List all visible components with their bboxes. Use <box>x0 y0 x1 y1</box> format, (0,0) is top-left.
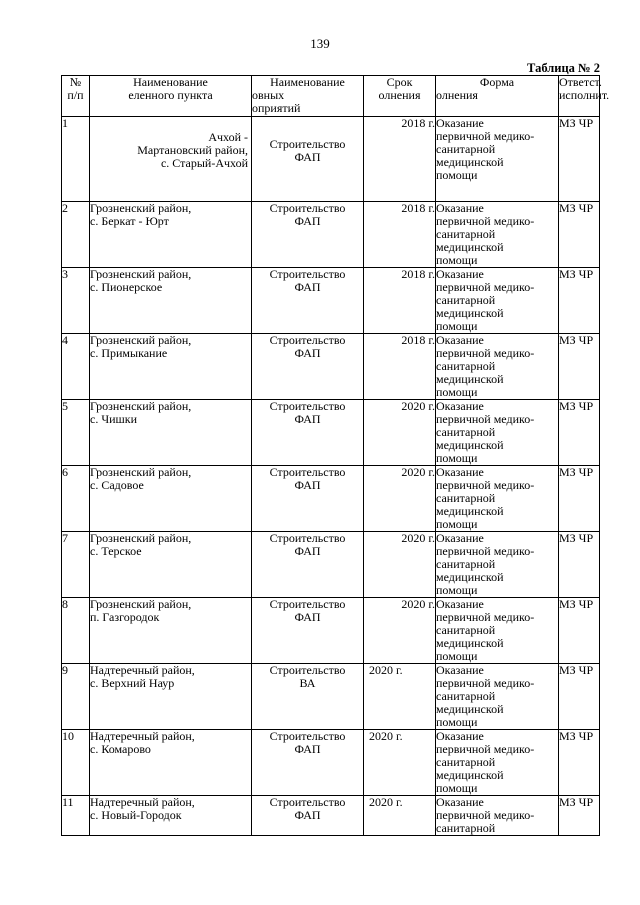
cell-num <box>62 400 90 466</box>
cell-line: Грозненский район, <box>90 399 192 413</box>
responsible-value: МЗ ЧР <box>559 663 594 677</box>
cell-line: Оказание <box>436 267 484 281</box>
cell-form <box>436 730 559 796</box>
cell-line: ФАП <box>294 280 321 294</box>
cell-line: Оказание <box>436 465 484 479</box>
cell-line: ФАП <box>294 412 321 426</box>
cell-line: Строительство <box>269 399 346 413</box>
cell-line: с. Примыкание <box>90 346 168 360</box>
cell-line: медицинской <box>436 768 504 782</box>
cell-responsible <box>559 400 600 466</box>
table-body <box>62 117 600 836</box>
header-line: исполнит. <box>559 88 610 102</box>
cell-line: медицинской <box>436 240 504 254</box>
cell-line: ФАП <box>294 478 321 492</box>
cell-settlement <box>90 202 252 268</box>
page-number: 139 <box>310 36 330 51</box>
header-line: Наименование <box>270 75 345 89</box>
cell-line: первичной медико- <box>436 280 535 294</box>
cell-line: помощи <box>436 649 478 663</box>
table-row <box>62 532 600 598</box>
term-value: 2020 г. <box>369 663 403 677</box>
header-line: п/п <box>67 88 84 102</box>
cell-term <box>364 466 436 532</box>
cell-line: Строительство <box>269 333 346 347</box>
cell-activity <box>252 202 364 268</box>
cell-settlement <box>90 268 252 334</box>
table-caption: Таблица № 2 <box>527 61 600 75</box>
cell-line: первичной медико- <box>436 742 535 756</box>
cell-line: Оказание <box>436 201 484 215</box>
cell-num <box>62 202 90 268</box>
cell-settlement <box>90 796 252 836</box>
row-number: 11 <box>62 795 74 809</box>
header-responsible <box>559 75 610 117</box>
table-row <box>62 268 600 334</box>
cell-line: Грозненский район, <box>90 201 192 215</box>
cell-line: ВА <box>299 676 316 690</box>
table-header-row <box>62 76 600 117</box>
cell-line: с. Садовое <box>90 478 144 492</box>
row-number: 9 <box>62 663 68 677</box>
cell-line: первичной медико- <box>436 676 535 690</box>
header-line: № <box>69 75 82 89</box>
cell-num <box>62 117 90 202</box>
plan-table <box>61 75 610 836</box>
cell-num <box>62 730 90 796</box>
cell-num <box>62 466 90 532</box>
cell-line: Оказание <box>436 663 484 677</box>
row-number: 7 <box>62 531 68 545</box>
cell-activity <box>252 730 364 796</box>
row-number: 1 <box>62 116 68 130</box>
row-number: 6 <box>62 465 68 479</box>
table-row <box>62 202 600 268</box>
cell-line: с. Терское <box>90 544 142 558</box>
cell-num <box>62 598 90 664</box>
cell-line: помощи <box>436 583 478 597</box>
term-value: 2018 г. <box>401 267 435 281</box>
cell-responsible <box>559 730 600 796</box>
cell-settlement <box>90 334 252 400</box>
responsible-value: МЗ ЧР <box>559 201 594 215</box>
cell-term <box>364 598 436 664</box>
cell-responsible <box>559 466 600 532</box>
cell-line: Строительство <box>269 663 346 677</box>
cell-form <box>436 202 559 268</box>
table-row <box>62 730 600 796</box>
cell-term <box>364 268 436 334</box>
cell-line: Грозненский район, <box>90 267 192 281</box>
term-value: 2018 г. <box>401 116 435 130</box>
row-number: 4 <box>62 333 68 347</box>
cell-line: с. Верхний Наур <box>90 676 175 690</box>
cell-term <box>364 730 436 796</box>
row-number: 8 <box>62 597 68 611</box>
cell-form <box>436 268 559 334</box>
responsible-value: МЗ ЧР <box>559 795 594 809</box>
cell-line: Оказание <box>436 116 484 130</box>
header-line: Ответст. <box>559 75 602 89</box>
cell-responsible <box>559 598 600 664</box>
responsible-value: МЗ ЧР <box>559 333 594 347</box>
cell-line: помощи <box>436 781 478 795</box>
header-line: олнения <box>436 88 478 102</box>
cell-term <box>364 117 436 202</box>
term-value: 2020 г. <box>401 465 435 479</box>
cell-line: ФАП <box>294 544 321 558</box>
header-line: олнения <box>378 88 421 102</box>
cell-term <box>364 796 436 836</box>
term-value: 2020 г. <box>369 795 403 809</box>
cell-activity <box>252 796 364 836</box>
cell-line: санитарной <box>436 821 496 835</box>
cell-term <box>364 664 436 730</box>
table-row <box>62 334 600 400</box>
cell-line: первичной медико- <box>436 346 535 360</box>
cell-responsible <box>559 268 600 334</box>
cell-settlement <box>90 466 252 532</box>
cell-line: санитарной <box>436 755 496 769</box>
cell-line: санитарной <box>436 557 496 571</box>
cell-line: Грозненский район, <box>90 465 192 479</box>
cell-line: Оказание <box>436 399 484 413</box>
cell-line: Оказание <box>436 531 484 545</box>
cell-line: ФАП <box>294 150 321 164</box>
cell-num <box>62 268 90 334</box>
cell-line: Мартановский район, <box>137 143 248 157</box>
responsible-value: МЗ ЧР <box>559 399 594 413</box>
cell-line: Грозненский район, <box>90 333 192 347</box>
cell-line: Грозненский район, <box>90 531 192 545</box>
term-value: 2020 г. <box>369 729 403 743</box>
header-term <box>364 76 436 117</box>
cell-form <box>436 532 559 598</box>
cell-line: помощи <box>436 715 478 729</box>
row-number: 2 <box>62 201 68 215</box>
cell-line: санитарной <box>436 227 496 241</box>
cell-line: санитарной <box>436 689 496 703</box>
cell-num <box>62 796 90 836</box>
cell-line: санитарной <box>436 623 496 637</box>
cell-line: Строительство <box>269 137 346 151</box>
cell-line: медицинской <box>436 155 504 169</box>
cell-term <box>364 532 436 598</box>
cell-num <box>62 334 90 400</box>
cell-line: Строительство <box>269 465 346 479</box>
responsible-value: МЗ ЧР <box>559 116 594 130</box>
cell-line: Ачхой - <box>208 130 248 144</box>
cell-line: Строительство <box>269 201 346 215</box>
cell-line: первичной медико- <box>436 412 535 426</box>
cell-line: санитарной <box>436 359 496 373</box>
header-line: Форма <box>479 75 515 89</box>
cell-line: Строительство <box>269 531 346 545</box>
cell-line: с. Чишки <box>90 412 138 426</box>
cell-line: помощи <box>436 168 478 182</box>
cell-line: с. Новый-Городок <box>90 808 182 822</box>
cell-line: Оказание <box>436 729 484 743</box>
cell-line: первичной медико- <box>436 544 535 558</box>
cell-line: санитарной <box>436 142 496 156</box>
term-value: 2018 г. <box>401 201 435 215</box>
cell-settlement <box>90 532 252 598</box>
cell-settlement <box>90 117 252 202</box>
header-line: еленного пункта <box>128 88 213 102</box>
cell-line: Строительство <box>269 729 346 743</box>
cell-responsible <box>559 796 600 836</box>
cell-activity <box>252 400 364 466</box>
cell-line: помощи <box>436 451 478 465</box>
table-row <box>62 796 600 836</box>
cell-line: медицинской <box>436 702 504 716</box>
cell-activity <box>252 117 364 202</box>
cell-line: Надтеречный район, <box>90 729 195 743</box>
header-line: овных <box>252 88 285 102</box>
cell-line: ФАП <box>294 214 321 228</box>
responsible-value: МЗ ЧР <box>559 267 594 281</box>
cell-line: с. Старый-Ачхой <box>160 156 248 170</box>
cell-line: Надтеречный район, <box>90 795 195 809</box>
cell-line: Надтеречный район, <box>90 663 195 677</box>
cell-form <box>436 400 559 466</box>
cell-activity <box>252 268 364 334</box>
cell-term <box>364 334 436 400</box>
header-settlement <box>90 76 252 117</box>
cell-line: Строительство <box>269 597 346 611</box>
cell-form <box>436 466 559 532</box>
cell-line: медицинской <box>436 306 504 320</box>
table-row <box>62 598 600 664</box>
cell-line: ФАП <box>294 808 321 822</box>
cell-responsible <box>559 664 600 730</box>
cell-line: первичной медико- <box>436 214 535 228</box>
cell-line: помощи <box>436 517 478 531</box>
cell-line: ФАП <box>294 610 321 624</box>
cell-form <box>436 334 559 400</box>
cell-line: Оказание <box>436 795 484 809</box>
cell-line: санитарной <box>436 491 496 505</box>
cell-line: медицинской <box>436 504 504 518</box>
table-row <box>62 466 600 532</box>
term-value: 2018 г. <box>401 333 435 347</box>
cell-line: Строительство <box>269 267 346 281</box>
responsible-value: МЗ ЧР <box>559 465 594 479</box>
responsible-value: МЗ ЧР <box>559 597 594 611</box>
cell-line: медицинской <box>436 636 504 650</box>
cell-line: первичной медико- <box>436 808 535 822</box>
cell-settlement <box>90 730 252 796</box>
cell-line: ФАП <box>294 346 321 360</box>
cell-form <box>436 598 559 664</box>
table-row <box>62 400 600 466</box>
cell-line: с. Комарово <box>90 742 151 756</box>
cell-settlement <box>90 400 252 466</box>
row-number: 10 <box>62 729 74 743</box>
cell-activity <box>252 598 364 664</box>
responsible-value: МЗ ЧР <box>559 531 594 545</box>
header-form <box>436 76 559 117</box>
cell-responsible <box>559 532 600 598</box>
cell-line: первичной медико- <box>436 478 535 492</box>
cell-activity <box>252 466 364 532</box>
cell-line: помощи <box>436 385 478 399</box>
header-line: Срок <box>386 75 413 89</box>
cell-line: Строительство <box>269 795 346 809</box>
term-value: 2020 г. <box>401 531 435 545</box>
cell-settlement <box>90 664 252 730</box>
cell-line: медицинской <box>436 570 504 584</box>
table-row <box>62 664 600 730</box>
cell-line: санитарной <box>436 425 496 439</box>
cell-responsible <box>559 202 600 268</box>
cell-line: первичной медико- <box>436 129 535 143</box>
term-value: 2020 г. <box>401 399 435 413</box>
cell-num <box>62 664 90 730</box>
cell-form <box>436 796 559 836</box>
cell-line: с. Беркат - Юрт <box>90 214 169 228</box>
cell-term <box>364 400 436 466</box>
header-num <box>62 76 90 117</box>
cell-line: Оказание <box>436 597 484 611</box>
header-line: Наименование <box>133 75 208 89</box>
cell-responsible <box>559 334 600 400</box>
cell-activity <box>252 334 364 400</box>
cell-form <box>436 117 559 202</box>
cell-line: помощи <box>436 253 478 267</box>
cell-line: санитарной <box>436 293 496 307</box>
cell-line: с. Пионерское <box>90 280 163 294</box>
cell-line: ФАП <box>294 742 321 756</box>
header-line: оприятий <box>252 101 301 115</box>
cell-line: медицинской <box>436 372 504 386</box>
responsible-value: МЗ ЧР <box>559 729 594 743</box>
row-number: 3 <box>62 267 68 281</box>
header-activity <box>252 76 364 117</box>
cell-line: п. Газгородок <box>90 610 160 624</box>
cell-num <box>62 532 90 598</box>
cell-line: Грозненский район, <box>90 597 192 611</box>
cell-line: Оказание <box>436 333 484 347</box>
cell-term <box>364 202 436 268</box>
cell-form <box>436 664 559 730</box>
row-number: 5 <box>62 399 68 413</box>
cell-line: первичной медико- <box>436 610 535 624</box>
table-row <box>62 117 600 202</box>
cell-activity <box>252 532 364 598</box>
cell-line: медицинской <box>436 438 504 452</box>
cell-responsible <box>559 117 600 202</box>
cell-settlement <box>90 598 252 664</box>
cell-activity <box>252 664 364 730</box>
cell-line: помощи <box>436 319 478 333</box>
term-value: 2020 г. <box>401 597 435 611</box>
